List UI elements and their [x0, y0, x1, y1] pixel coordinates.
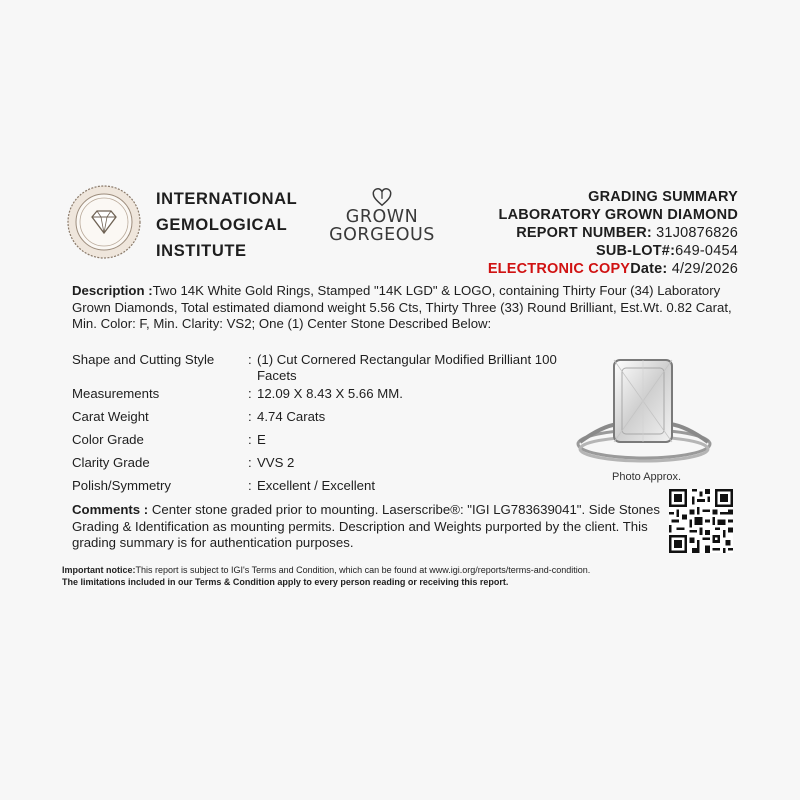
property-label: Carat Weight — [72, 409, 149, 424]
notice-limitations: The limitations included in our Terms & Condition apply to every person reading or receiving this report. — [62, 577, 509, 587]
brand-logo — [312, 186, 452, 258]
brand-name-line: GORGEOUS — [329, 225, 435, 245]
notice-line-1 — [62, 564, 762, 576]
sub-lot-value: 649-0454 — [675, 243, 738, 259]
report-number — [488, 224, 738, 242]
property-label: Clarity Grade — [72, 455, 150, 470]
important-notice — [62, 564, 762, 588]
property-colon: : — [248, 478, 252, 493]
sub-lot-label: SUB-LOT#: — [595, 243, 676, 259]
sub-lot — [488, 242, 738, 260]
institute-name-line: INSTITUTE — [156, 242, 247, 260]
property-colon: : — [248, 386, 252, 401]
electronic-copy-label: ELECTRONIC COPY — [487, 261, 631, 277]
grown-gorgeous-heart-icon — [371, 186, 393, 208]
notice-line-2 — [62, 576, 762, 588]
grading-summary — [488, 188, 738, 278]
report-number-value: 31J0876826 — [656, 225, 738, 241]
date-label: Date: — [630, 261, 668, 277]
property-value: 12.09 X 8.43 X 5.66 MM. — [257, 386, 403, 401]
property-label: Measurements — [72, 386, 160, 401]
property-label: Color Grade — [72, 432, 144, 447]
ring-photo — [572, 356, 722, 466]
property-value: (1) Cut Cornered Rectangular Modified Brilliant 100 Facets — [257, 352, 557, 383]
notice-label: Important notice: — [62, 565, 136, 575]
description — [72, 283, 732, 333]
property-value: 4.74 Carats — [257, 409, 326, 424]
property-label: Shape and Cutting Style — [72, 352, 215, 367]
summary-subtitle: LABORATORY GROWN DIAMOND — [498, 207, 738, 223]
property-value: VVS 2 — [257, 455, 295, 470]
property-value: Excellent / Excellent — [257, 478, 376, 493]
report-number-label: REPORT NUMBER: — [516, 225, 652, 241]
notice-text: This report is subject to IGI's Terms and Condition, which can be found at www.igi.org/reports/terms-and-condition. — [135, 565, 591, 575]
property-value: E — [257, 432, 266, 447]
property-colon: : — [248, 352, 252, 367]
comments — [72, 502, 662, 552]
description-label: Description : — [72, 283, 153, 298]
property-label: Polish/Symmetry — [72, 478, 171, 493]
igi-seal-icon — [66, 184, 142, 260]
institute-name-line: GEMOLOGICAL — [156, 216, 288, 234]
property-colon: : — [248, 409, 252, 424]
brand-name-line: GROWN — [345, 207, 419, 227]
description-text: Two 14K White Gold Rings, Stamped "14K LGD" & LOGO, containing Thirty Four (34) Laboratory Grown Diamonds, Total estimated diamond weight 5.56 Cts, Thirty Three (33) Round Brilliant, Est.Wt. 0.82 Carat, Min. Color: F, Min. Clarity: VS2; One (1) Center Stone Described Below: — [72, 283, 732, 331]
comments-label: Comments : — [72, 502, 149, 517]
institute-name-line: INTERNATIONAL — [156, 190, 298, 208]
comments-text: Center stone graded prior to mounting. Laserscribe®: "IGI LG783639041". Side Stones Grading & Identification as mounting permits. Description and Weights purported by the client. This grading summary is for authentication purposes. — [72, 502, 660, 550]
date-line — [488, 260, 738, 278]
date-value: 4/29/2026 — [671, 261, 738, 277]
property-colon: : — [248, 432, 252, 447]
qr-code-icon[interactable] — [669, 489, 733, 553]
institute-name — [156, 186, 297, 264]
summary-title: GRADING SUMMARY — [588, 189, 738, 205]
photo-caption: Photo Approx. — [612, 471, 682, 483]
property-colon: : — [248, 455, 252, 470]
